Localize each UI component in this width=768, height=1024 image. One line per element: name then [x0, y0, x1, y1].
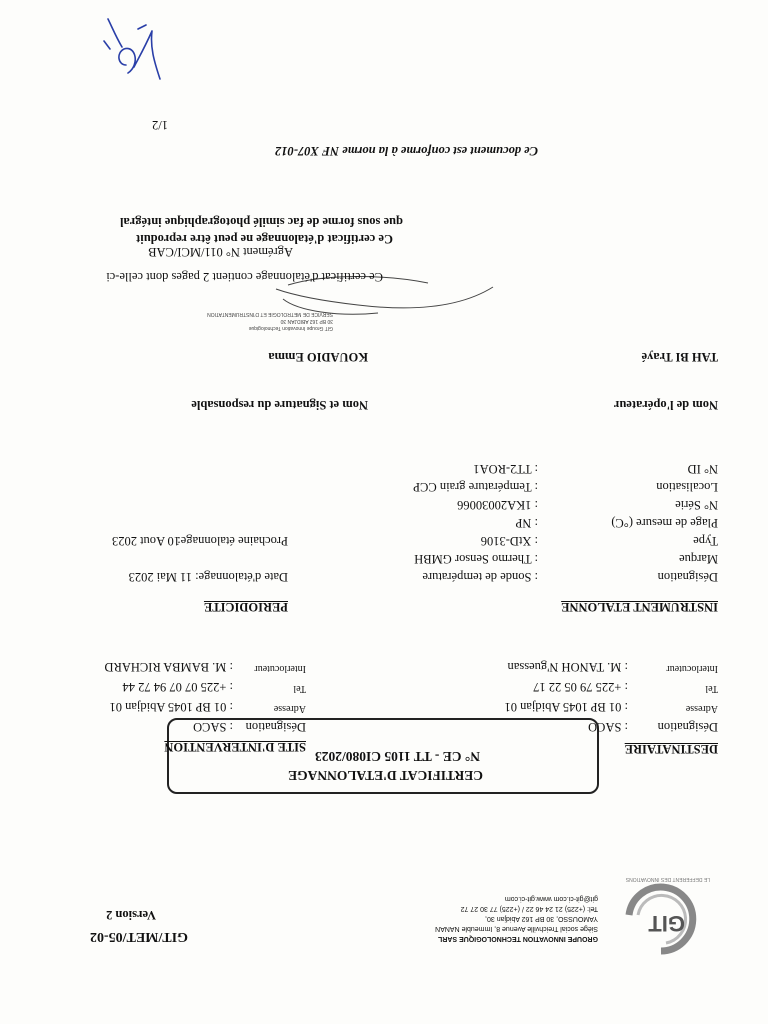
instrument-label: Localisation — [656, 480, 718, 494]
logo-text: GIT — [648, 911, 685, 936]
destinataire-heading: DESTINATAIRE — [624, 742, 718, 756]
doc-reference: GIT/MET/05-02 — [89, 929, 188, 944]
site-value: : SACO — [193, 720, 233, 734]
company-address: Siège social Treichville Avenue 8, Immeuble NANAN — [435, 925, 598, 932]
company-postal: YAMOUSSO, 30 BP 162 Abidjan 30, — [485, 915, 598, 922]
periodicite-heading: PERIODICITE — [203, 600, 288, 614]
site-label: Tel — [293, 683, 306, 694]
responsible-name: KOUADIO Emma — [268, 350, 368, 364]
destinataire-value: : 01 BP 1045 Abidjan 01 — [504, 700, 628, 714]
instrument-value: : Température grain CCP — [413, 480, 538, 494]
norme-note: Ce document est conforme à la norme NF X07-012 — [275, 144, 538, 158]
instrument-label: Désignation — [657, 570, 718, 584]
destinataire-value: : SACO — [588, 720, 628, 734]
instrument-heading: INSTRUMENT ETALONNE — [561, 600, 718, 614]
stamp-line: 30 BP 162 ABIDJAN 30 — [280, 318, 333, 324]
responsible-label: Nom et Signature du responsable — [191, 398, 368, 412]
destinataire-label: Désignation — [657, 720, 718, 734]
company-phone: Tel: (+225) 21 24 46 22 / (+225) 77 30 27 72 — [460, 905, 598, 912]
instrument-label: N° ID — [687, 462, 718, 476]
instrument-label: Marque — [679, 552, 718, 566]
pages-note: Ce certificat d'étalonnage contient 2 pages dont celle-ci — [106, 270, 383, 284]
destinataire-value: : +225 79 05 22 17 — [533, 680, 628, 694]
site-label: Adresse — [273, 703, 306, 714]
next-calibration-date: 10 Aout 2023 — [111, 534, 180, 548]
next-calibration-label: Prochaine étalonnage: — [177, 534, 288, 548]
stamp-line: SERVICE DE METROLOGIE ET D'INSTRUMENTATION — [207, 311, 333, 317]
destinataire-label: Tel — [705, 683, 718, 694]
destinataire-label: Adresse — [685, 703, 718, 714]
instrument-label: Type — [693, 534, 718, 548]
agrement-number: Agrément N° 011/MCI/CAB — [148, 245, 293, 259]
instrument-value: : 1KA20030066 — [457, 498, 538, 512]
handwritten-initials-icon — [98, 14, 168, 89]
instrument-value: : TT2-ROA1 — [473, 462, 538, 476]
operator-label: Nom de l'opérateur — [613, 398, 718, 412]
calibration-date: 11 Mai 2023 — [128, 570, 192, 584]
site-heading: SITE D'INTERVENTION — [164, 740, 306, 754]
reproduction-note: que sous forme de fac similé photographique intégral — [120, 215, 403, 229]
instrument-value: : XtD-3106 — [480, 534, 538, 548]
destinataire-label: Interlocuteur — [666, 663, 718, 674]
site-value: : +225 07 07 94 72 44 — [122, 680, 233, 694]
page-number: 1/2 — [152, 118, 168, 132]
destinataire-value: : M. TANOH N'guessan — [507, 660, 628, 674]
instrument-label: N° Série — [675, 498, 718, 512]
calibration-date-label: Date d'étalonnage: — [195, 570, 288, 584]
site-value: : M. BAMBA RICHARD — [104, 660, 233, 674]
instrument-value: : Thermo Sensor GMBH — [414, 552, 538, 566]
instrument-value: : Sonde de température — [422, 570, 538, 584]
stamp-line: GIT Groupe Innovation Technologique — [248, 325, 333, 331]
certificate-title: CERTIFICAT D'ETALONNAGE — [288, 768, 483, 783]
certificate-number: N° CE - TT 1105 CI080/2023 — [314, 749, 480, 764]
logo-tagline: LE DEFFERENT DES INNOVATIONS — [625, 876, 710, 882]
site-value: : 01 BP 1045 Abidjan 01 — [109, 700, 233, 714]
instrument-value: : NP — [515, 516, 538, 530]
company-name: GROUPE INNOVATION TECHNOLOGIQUE SARL — [438, 935, 598, 942]
site-label: Interlocuteur — [254, 663, 306, 674]
doc-version: Version 2 — [106, 908, 156, 922]
company-web: git@git-ci.com www.git-ci.com — [504, 895, 598, 902]
reproduction-note: Ce certificat d'étalonnage ne peut être reproduit — [136, 232, 393, 246]
operator-name: TAH BI Trayé — [641, 350, 718, 364]
site-label: Désignation — [245, 720, 306, 734]
instrument-label: Plage de mesure (°C) — [611, 516, 718, 530]
